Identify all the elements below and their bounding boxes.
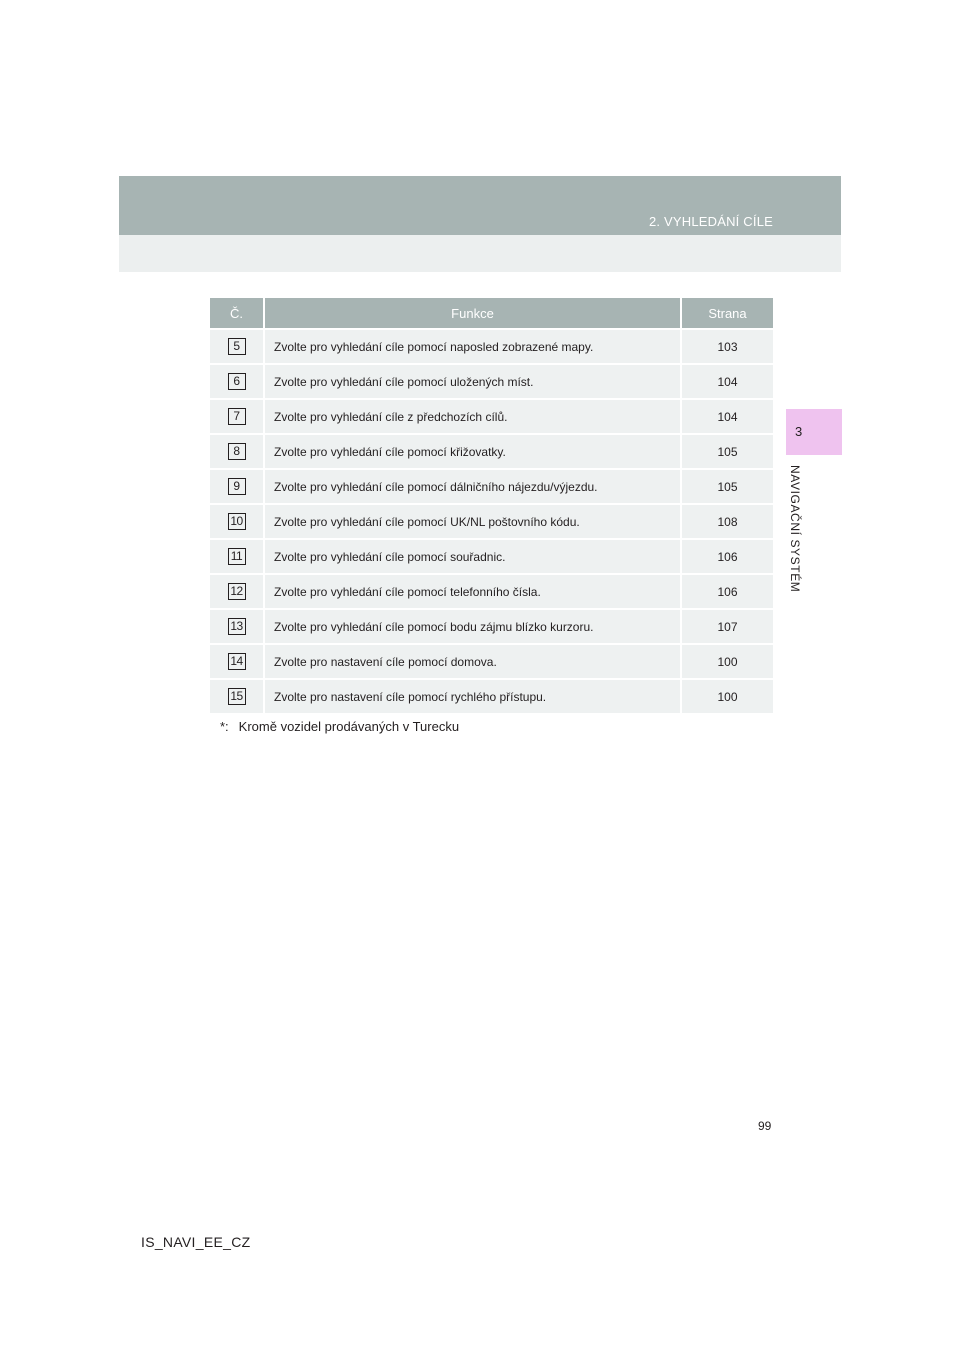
row-function: Zvolte pro vyhledání cíle pomocí naposled zobrazené mapy. <box>264 329 681 364</box>
row-function: Zvolte pro vyhledání cíle pomocí telefonního čísla. <box>264 574 681 609</box>
row-function: Zvolte pro nastavení cíle pomocí rychlého přístupu. <box>264 679 681 714</box>
row-number-cell <box>210 679 264 714</box>
document-code: IS_NAVI_EE_CZ <box>141 1234 251 1250</box>
row-number-badge: 14 <box>228 653 246 670</box>
row-page: 105 <box>681 434 773 469</box>
column-header-function: Funkce <box>264 298 681 329</box>
row-number-cell <box>210 364 264 399</box>
footnote-text: Kromě vozidel prodávaných v Turecku <box>238 719 460 734</box>
row-function: Zvolte pro vyhledání cíle pomocí uložených míst. <box>264 364 681 399</box>
table-row <box>210 574 773 609</box>
row-number-badge: 9 <box>228 478 246 495</box>
table-row <box>210 469 773 504</box>
row-number-badge: 10 <box>228 513 246 530</box>
row-function: Zvolte pro vyhledání cíle pomocí souřadnic. <box>264 539 681 574</box>
table-row <box>210 434 773 469</box>
table-row <box>210 504 773 539</box>
row-page: 103 <box>681 329 773 364</box>
row-page: 107 <box>681 609 773 644</box>
row-page: 100 <box>681 679 773 714</box>
row-number-cell <box>210 574 264 609</box>
column-header-number: Č. <box>210 298 264 329</box>
row-number-cell <box>210 469 264 504</box>
row-number-cell <box>210 504 264 539</box>
row-function: Zvolte pro vyhledání cíle pomocí UK/NL poštovního kódu. <box>264 504 681 539</box>
table-row <box>210 399 773 434</box>
header-band <box>119 176 841 235</box>
row-number-badge: 5 <box>228 338 246 355</box>
column-header-page: Strana <box>681 298 773 329</box>
chapter-number: 3 <box>795 424 803 439</box>
row-function: Zvolte pro vyhledání cíle pomocí bodu zájmu blízko kurzoru. <box>264 609 681 644</box>
row-page: 108 <box>681 504 773 539</box>
row-function: Zvolte pro vyhledání cíle z předchozích cílů. <box>264 399 681 434</box>
table-row <box>210 329 773 364</box>
row-page: 104 <box>681 364 773 399</box>
table-row <box>210 539 773 574</box>
footnote-mark: *: <box>220 719 229 734</box>
row-number-cell <box>210 399 264 434</box>
row-page: 104 <box>681 399 773 434</box>
table-row <box>210 679 773 714</box>
table-row <box>210 644 773 679</box>
table-row <box>210 364 773 399</box>
row-number-badge: 11 <box>228 548 246 565</box>
row-page: 106 <box>681 574 773 609</box>
row-number-badge: 7 <box>228 408 246 425</box>
table-header-row <box>210 298 773 329</box>
row-number-badge: 13 <box>228 618 246 635</box>
row-number-badge: 8 <box>228 443 246 460</box>
chapter-title: NAVIGAČNÍ SYSTÉM <box>788 465 802 593</box>
row-number-cell <box>210 644 264 679</box>
row-number-badge: 6 <box>228 373 246 390</box>
row-number-cell <box>210 434 264 469</box>
row-page: 100 <box>681 644 773 679</box>
row-page: 106 <box>681 539 773 574</box>
page-number: 99 <box>758 1119 772 1133</box>
section-title: 2. VYHLEDÁNÍ CÍLE <box>648 214 773 229</box>
row-number-badge: 15 <box>228 688 246 705</box>
subheader-band <box>119 235 841 272</box>
row-number-badge: 12 <box>228 583 246 600</box>
row-number-cell <box>210 609 264 644</box>
row-number-cell <box>210 329 264 364</box>
row-function: Zvolte pro nastavení cíle pomocí domova. <box>264 644 681 679</box>
row-function: Zvolte pro vyhledání cíle pomocí dálničního nájezdu/výjezdu. <box>264 469 681 504</box>
function-table <box>210 298 773 715</box>
row-page: 105 <box>681 469 773 504</box>
row-function: Zvolte pro vyhledání cíle pomocí křižovatky. <box>264 434 681 469</box>
row-number-cell <box>210 539 264 574</box>
table-row <box>210 609 773 644</box>
chapter-tab <box>786 409 842 455</box>
footnote <box>220 719 459 734</box>
